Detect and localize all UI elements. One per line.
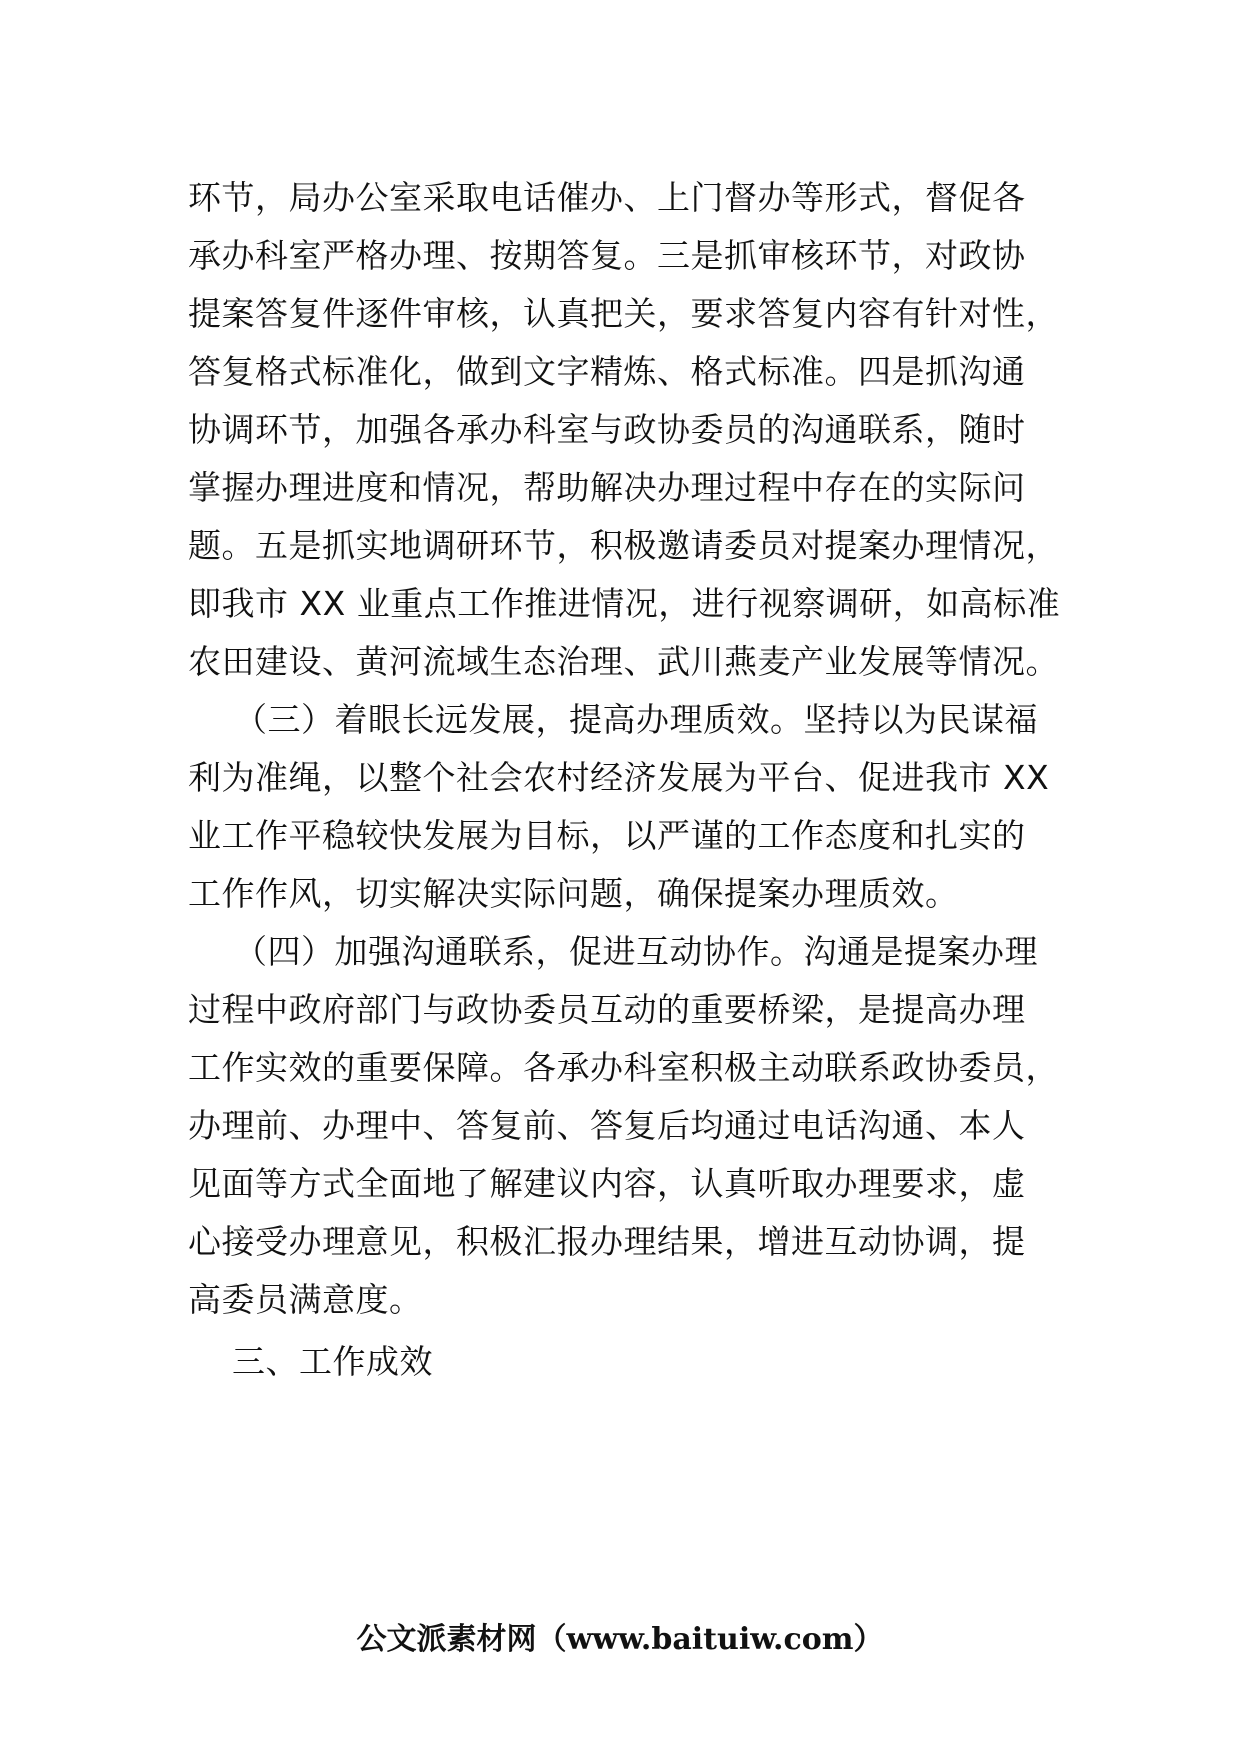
body-text-line: 答复格式标准化，做到文字精炼、格式标准。四是抓沟通 — [188, 352, 1026, 391]
section-paragraph-start: （四）加强沟通联系，促进互动协作。沟通是提案办理 — [234, 932, 1038, 971]
body-text-line: 高委员满意度。 — [188, 1280, 423, 1319]
body-text-line: 协调环节，加强各承办科室与政协委员的沟通联系，随时 — [188, 410, 1026, 449]
body-text-line: 过程中政府部门与政协委员互动的重要桥梁，是提高办理 — [188, 990, 1026, 1029]
body-text-line: 掌握办理进度和情况，帮助解决办理过程中存在的实际问 — [188, 468, 1026, 507]
body-text-line: 工作作风，切实解决实际问题，确保提案办理质效。 — [188, 874, 959, 913]
footer-watermark: 公文派素材网（www.baituiw.com） — [356, 1622, 884, 1657]
body-text-line: 见面等方式全面地了解建议内容，认真听取办理要求，虚 — [188, 1164, 1026, 1203]
body-text-line: 即我市 XX 业重点工作推进情况，进行视察调研，如高标准 — [188, 584, 1061, 623]
section-paragraph-start: （三）着眼长远发展，提高办理质效。坚持以为民谋福 — [234, 700, 1038, 739]
body-text-line: 利为准绳，以整个社会农村经济发展为平台、促进我市 XX — [188, 758, 1050, 797]
section-heading: 三、工作成效 — [232, 1342, 433, 1381]
body-text-line: 承办科室严格办理、按期答复。三是抓审核环节，对政协 — [188, 236, 1026, 275]
body-text-line: 办理前、办理中、答复前、答复后均通过电话沟通、本人 — [188, 1106, 1026, 1145]
body-text-line: 农田建设、黄河流域生态治理、武川燕麦产业发展等情况。 — [188, 642, 1059, 681]
body-text-line: 业工作平稳较快发展为目标，以严谨的工作态度和扎实的 — [188, 816, 1026, 855]
body-text-line: 环节，局办公室采取电话催办、上门督办等形式，督促各 — [188, 178, 1026, 217]
body-text-line: 提案答复件逐件审核，认真把关，要求答复内容有针对性， — [188, 294, 1059, 333]
body-text-line: 工作实效的重要保障。各承办科室积极主动联系政协委员， — [188, 1048, 1059, 1087]
body-text-line: 题。五是抓实地调研环节，积极邀请委员对提案办理情况， — [188, 526, 1059, 565]
body-text-line: 心接受办理意见，积极汇报办理结果，增进互动协调，提 — [188, 1222, 1026, 1261]
